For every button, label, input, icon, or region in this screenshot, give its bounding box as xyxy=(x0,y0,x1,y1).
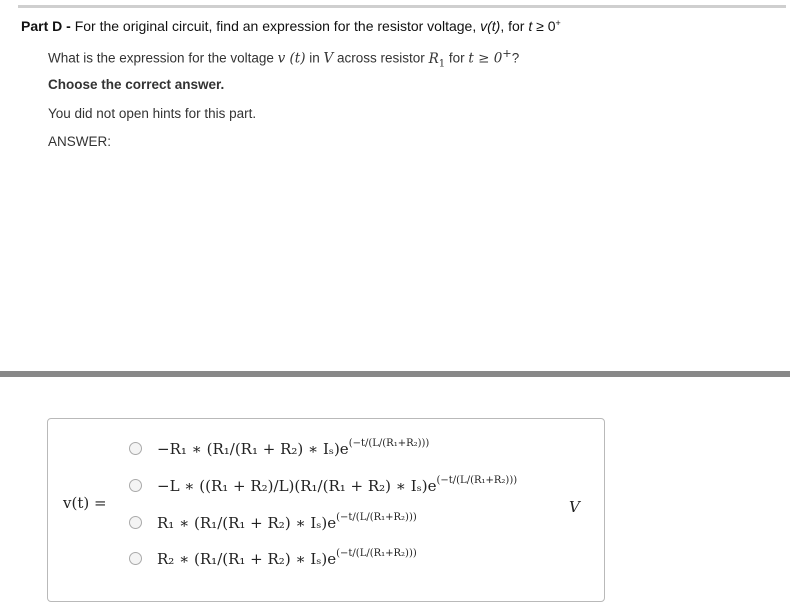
top-divider xyxy=(18,5,786,8)
radio-button[interactable] xyxy=(129,442,142,455)
part-variable: v(t) xyxy=(480,18,501,34)
radio-button[interactable] xyxy=(129,516,142,529)
answer-option-2[interactable] xyxy=(129,475,517,495)
choose-instruction: Choose the correct answer. xyxy=(48,77,225,92)
option-expression xyxy=(157,438,429,458)
question-text-1: What is the expression for the voltage xyxy=(48,50,278,66)
question-text-2: in xyxy=(305,50,324,66)
option-expression-exponent: (−t/(L/(R₁+R₂))) xyxy=(348,438,430,449)
option-expression xyxy=(157,548,417,568)
option-expression-base: −R₁ ∗ (R₁/(R₁ + R₂) ∗ Iₛ)e xyxy=(157,440,349,458)
question-condition: t ≥ 0 xyxy=(468,50,503,67)
question-text-5: ? xyxy=(511,50,520,66)
part-condition-sup: + xyxy=(555,18,561,28)
question-text xyxy=(48,47,519,69)
question-unit: V xyxy=(323,50,334,67)
answer-option-1[interactable] xyxy=(129,438,429,458)
question-condition-sup: + xyxy=(502,47,512,60)
part-title xyxy=(21,18,561,34)
question-text-3: across resistor xyxy=(333,50,429,66)
hints-status: You did not open hints for this part. xyxy=(48,106,257,121)
answer-label: ANSWER: xyxy=(48,134,112,149)
part-label: Part D xyxy=(21,18,63,34)
part-condition-var: t xyxy=(528,18,533,34)
radio-button[interactable] xyxy=(129,552,142,565)
option-expression xyxy=(157,475,517,495)
question-resistor-sub: 1 xyxy=(438,58,446,70)
answer-option-3[interactable] xyxy=(129,512,417,532)
section-divider xyxy=(0,371,790,377)
part-condition-op: ≥ 0 xyxy=(532,18,556,34)
option-expression-exponent: (−t/(L/(R₁+R₂))) xyxy=(436,475,518,486)
option-expression-base: −L ∗ ((R₁ + R₂)/L)(R₁/(R₁ + R₂) ∗ Iₛ)e xyxy=(157,477,437,495)
answer-lhs: v(t) = xyxy=(63,494,107,512)
option-expression-exponent: (−t/(L/(R₁+R₂))) xyxy=(336,512,417,523)
answer-option-4[interactable] xyxy=(129,548,417,568)
part-text-mid: , for xyxy=(500,18,529,34)
option-expression xyxy=(157,512,417,532)
question-resistor xyxy=(428,50,446,70)
option-expression-base: R₂ ∗ (R₁/(R₁ + R₂) ∗ Iₛ)e xyxy=(157,550,337,568)
question-text-4: for xyxy=(445,50,469,66)
part-text: For the original circuit, find an expression for the resistor voltage, xyxy=(74,18,481,34)
part-separator: - xyxy=(62,18,75,34)
question-resistor-symbol: R xyxy=(428,50,439,67)
answer-unit: V xyxy=(569,498,580,516)
question-variable: v (t) xyxy=(277,50,306,67)
option-expression-base: R₁ ∗ (R₁/(R₁ + R₂) ∗ Iₛ)e xyxy=(157,514,337,532)
radio-button[interactable] xyxy=(129,479,142,492)
option-expression-exponent: (−t/(L/(R₁+R₂))) xyxy=(336,548,417,559)
